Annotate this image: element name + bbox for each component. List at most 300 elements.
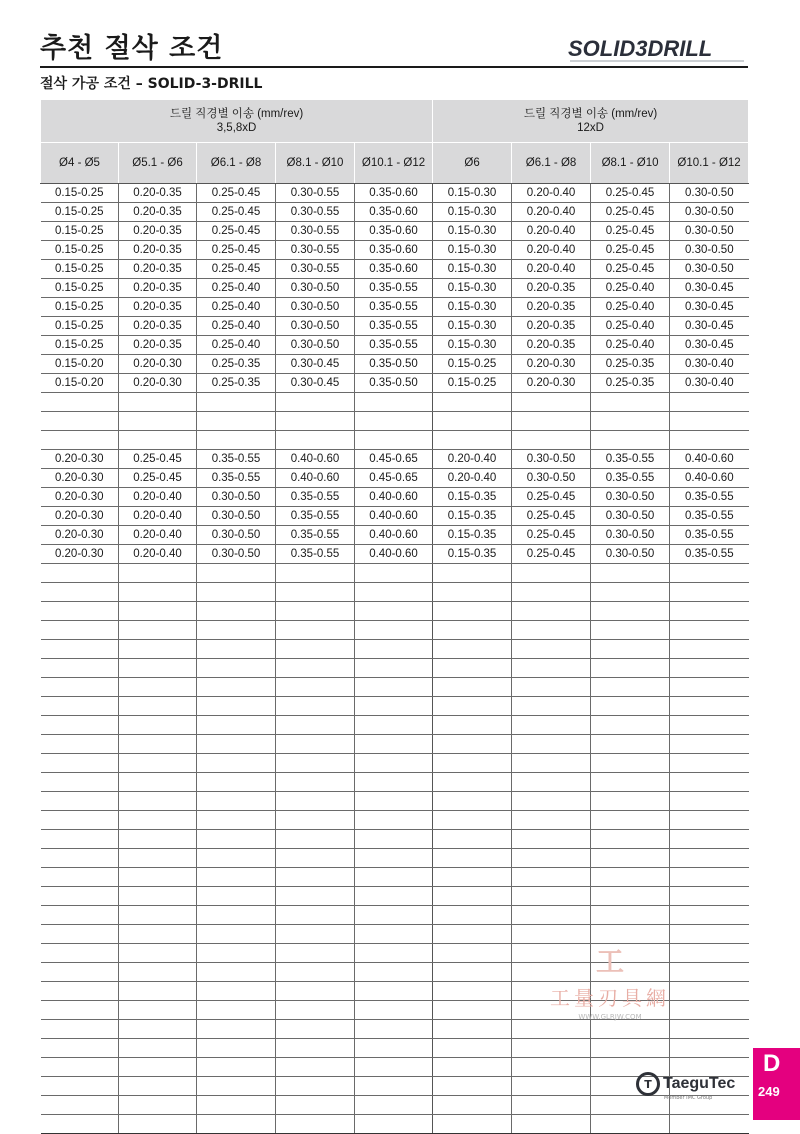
table-row bbox=[41, 811, 749, 830]
table-cell: 0.25-0.40 bbox=[591, 317, 670, 336]
table-cell bbox=[355, 1020, 433, 1039]
table-cell bbox=[119, 773, 197, 792]
table-cell bbox=[119, 564, 197, 583]
table-cell bbox=[433, 773, 512, 792]
group-header-right bbox=[433, 100, 749, 143]
table-cell: 0.25-0.45 bbox=[591, 222, 670, 241]
table-row bbox=[41, 773, 749, 792]
table-cell bbox=[355, 1001, 433, 1020]
table-cell bbox=[119, 393, 197, 412]
table-cell bbox=[276, 887, 355, 906]
table-cell bbox=[591, 906, 670, 925]
page-title: 추천 절삭 조건 bbox=[40, 33, 224, 64]
table-cell: 0.35-0.55 bbox=[197, 450, 276, 469]
table-cell bbox=[355, 906, 433, 925]
table-cell bbox=[433, 1001, 512, 1020]
table-cell bbox=[591, 830, 670, 849]
table-cell: 0.15-0.25 bbox=[41, 317, 119, 336]
section-tab bbox=[753, 1048, 800, 1120]
table-cell bbox=[119, 1058, 197, 1077]
table-cell bbox=[119, 602, 197, 621]
table-cell bbox=[591, 659, 670, 678]
table-cell bbox=[197, 773, 276, 792]
table-cell: 0.15-0.30 bbox=[433, 298, 512, 317]
table-cell: 0.25-0.35 bbox=[591, 355, 670, 374]
table-cell bbox=[670, 697, 749, 716]
table-cell bbox=[197, 735, 276, 754]
table-cell: 0.15-0.35 bbox=[433, 545, 512, 564]
table-cell bbox=[433, 678, 512, 697]
table-cell bbox=[119, 431, 197, 450]
table-row bbox=[41, 659, 749, 678]
table-cell bbox=[670, 735, 749, 754]
table-cell: 0.15-0.30 bbox=[433, 260, 512, 279]
table-cell bbox=[512, 678, 591, 697]
watermark-url: WWW.GLRJW.COM bbox=[578, 1013, 642, 1021]
table-row bbox=[41, 602, 749, 621]
table-cell bbox=[591, 1020, 670, 1039]
table-cell bbox=[355, 716, 433, 735]
table-cell bbox=[276, 792, 355, 811]
table-cell bbox=[433, 1096, 512, 1115]
table-cell bbox=[119, 849, 197, 868]
table-cell bbox=[355, 754, 433, 773]
table-cell: 0.20-0.40 bbox=[512, 241, 591, 260]
table-cell bbox=[119, 621, 197, 640]
table-cell bbox=[276, 1001, 355, 1020]
table-cell bbox=[197, 925, 276, 944]
table-cell bbox=[276, 982, 355, 1001]
table-cell bbox=[41, 1001, 119, 1020]
table-cell bbox=[512, 773, 591, 792]
table-cell: 0.20-0.35 bbox=[119, 241, 197, 260]
table-cell bbox=[197, 1096, 276, 1115]
table-row bbox=[41, 735, 749, 754]
page-number: 249 bbox=[758, 1084, 780, 1099]
table-cell bbox=[355, 678, 433, 697]
table-cell bbox=[512, 393, 591, 412]
table-row bbox=[41, 184, 749, 203]
table-cell bbox=[433, 640, 512, 659]
table-cell bbox=[670, 868, 749, 887]
table-cell bbox=[119, 754, 197, 773]
table-cell bbox=[197, 1039, 276, 1058]
table-cell: 0.20-0.35 bbox=[119, 336, 197, 355]
group-header-left-line2: 3,5,8xD bbox=[216, 122, 257, 134]
table-cell bbox=[276, 868, 355, 887]
table-cell bbox=[276, 811, 355, 830]
table-cell bbox=[512, 659, 591, 678]
table-cell bbox=[119, 1096, 197, 1115]
table-cell bbox=[670, 716, 749, 735]
table-cell: 0.25-0.45 bbox=[119, 450, 197, 469]
table-cell: 0.30-0.55 bbox=[276, 222, 355, 241]
table-cell bbox=[276, 1020, 355, 1039]
table-cell bbox=[276, 735, 355, 754]
table-cell: 0.25-0.45 bbox=[591, 203, 670, 222]
table-cell bbox=[119, 982, 197, 1001]
table-cell: 0.15-0.30 bbox=[433, 184, 512, 203]
table-cell bbox=[119, 925, 197, 944]
table-cell: 0.30-0.50 bbox=[591, 507, 670, 526]
table-cell bbox=[41, 735, 119, 754]
table-cell: 0.15-0.35 bbox=[433, 488, 512, 507]
table-cell bbox=[197, 412, 276, 431]
table-cell bbox=[512, 849, 591, 868]
table-cell: 0.15-0.35 bbox=[433, 526, 512, 545]
table-cell bbox=[433, 963, 512, 982]
table-cell: 0.20-0.35 bbox=[512, 279, 591, 298]
table-cell bbox=[512, 697, 591, 716]
table-cell bbox=[197, 792, 276, 811]
table-cell bbox=[433, 393, 512, 412]
table-cell bbox=[355, 735, 433, 754]
group-header-row bbox=[41, 100, 749, 143]
table-cell bbox=[276, 678, 355, 697]
table-cell: 0.20-0.30 bbox=[41, 545, 119, 564]
table-cell: 0.30-0.50 bbox=[591, 488, 670, 507]
column-header: Ø6.1 - Ø8 bbox=[197, 143, 276, 184]
table-cell: 0.30-0.50 bbox=[512, 450, 591, 469]
table-cell bbox=[41, 906, 119, 925]
table-cell bbox=[197, 602, 276, 621]
table-cell bbox=[41, 716, 119, 735]
table-cell bbox=[591, 811, 670, 830]
table-cell bbox=[512, 1039, 591, 1058]
table-row bbox=[41, 355, 749, 374]
table-cell bbox=[670, 602, 749, 621]
table-cell bbox=[355, 925, 433, 944]
table-cell bbox=[197, 716, 276, 735]
table-cell: 0.35-0.55 bbox=[591, 450, 670, 469]
table-cell bbox=[433, 659, 512, 678]
table-cell: 0.35-0.55 bbox=[276, 507, 355, 526]
group-header-right-line1: 드릴 직경별 이송 (mm/rev) bbox=[523, 108, 658, 120]
table-cell: 0.30-0.50 bbox=[276, 279, 355, 298]
table-cell bbox=[41, 849, 119, 868]
table-cell: 0.30-0.40 bbox=[670, 355, 749, 374]
table-cell: 0.20-0.30 bbox=[41, 450, 119, 469]
table-cell: 0.30-0.50 bbox=[197, 488, 276, 507]
table-cell: 0.30-0.50 bbox=[276, 336, 355, 355]
table-cell: 0.35-0.55 bbox=[670, 507, 749, 526]
table-cell bbox=[276, 849, 355, 868]
table-cell bbox=[355, 602, 433, 621]
table-cell: 0.25-0.45 bbox=[197, 222, 276, 241]
table-cell bbox=[355, 564, 433, 583]
table-cell bbox=[591, 716, 670, 735]
table-cell bbox=[512, 716, 591, 735]
table-cell bbox=[512, 811, 591, 830]
table-row bbox=[41, 640, 749, 659]
table-cell: 0.30-0.50 bbox=[197, 526, 276, 545]
table-cell bbox=[276, 773, 355, 792]
table-cell: 0.20-0.40 bbox=[119, 488, 197, 507]
table-cell: 0.20-0.30 bbox=[41, 469, 119, 488]
table-row bbox=[41, 469, 749, 488]
table-cell bbox=[41, 944, 119, 963]
table-row bbox=[41, 241, 749, 260]
table-cell bbox=[197, 887, 276, 906]
table-cell: 0.35-0.55 bbox=[355, 279, 433, 298]
table-cell bbox=[591, 583, 670, 602]
table-row bbox=[41, 849, 749, 868]
table-row bbox=[41, 431, 749, 450]
table-cell: 0.30-0.45 bbox=[670, 279, 749, 298]
table-row bbox=[41, 488, 749, 507]
table-cell: 0.30-0.50 bbox=[591, 545, 670, 564]
table-cell bbox=[276, 963, 355, 982]
table-cell bbox=[433, 754, 512, 773]
table-cell bbox=[197, 697, 276, 716]
table-cell bbox=[670, 621, 749, 640]
table-cell: 0.35-0.55 bbox=[276, 545, 355, 564]
table-cell: 0.35-0.60 bbox=[355, 241, 433, 260]
table-cell bbox=[119, 678, 197, 697]
table-cell: 0.30-0.40 bbox=[670, 374, 749, 393]
table-cell: 0.20-0.30 bbox=[512, 374, 591, 393]
table-cell: 0.20-0.35 bbox=[119, 222, 197, 241]
table-cell bbox=[276, 754, 355, 773]
table-cell bbox=[197, 1115, 276, 1134]
watermark-mark: 工 bbox=[595, 945, 624, 978]
table-cell bbox=[433, 792, 512, 811]
table-cell: 0.30-0.55 bbox=[276, 203, 355, 222]
table-cell bbox=[41, 621, 119, 640]
table-cell: 0.15-0.25 bbox=[433, 374, 512, 393]
table-cell bbox=[119, 792, 197, 811]
table-row bbox=[41, 374, 749, 393]
table-cell bbox=[197, 982, 276, 1001]
table-cell: 0.40-0.60 bbox=[355, 526, 433, 545]
column-header: Ø10.1 - Ø12 bbox=[670, 143, 749, 184]
table-cell bbox=[433, 1058, 512, 1077]
table-cell: 0.30-0.55 bbox=[276, 260, 355, 279]
table-cell: 0.20-0.40 bbox=[512, 203, 591, 222]
table-row bbox=[41, 393, 749, 412]
table-cell bbox=[512, 792, 591, 811]
table-cell bbox=[512, 887, 591, 906]
table-cell bbox=[355, 1039, 433, 1058]
table-row bbox=[41, 564, 749, 583]
table-cell bbox=[276, 925, 355, 944]
table-cell bbox=[670, 659, 749, 678]
table-cell bbox=[41, 925, 119, 944]
table-cell: 0.30-0.50 bbox=[670, 203, 749, 222]
table-cell: 0.40-0.60 bbox=[670, 469, 749, 488]
table-cell: 0.30-0.50 bbox=[512, 469, 591, 488]
table-row bbox=[41, 792, 749, 811]
table-cell bbox=[119, 412, 197, 431]
table-cell bbox=[355, 811, 433, 830]
table-cell: 0.20-0.35 bbox=[512, 317, 591, 336]
table-cell bbox=[670, 431, 749, 450]
table-cell bbox=[591, 1039, 670, 1058]
table-cell bbox=[512, 906, 591, 925]
table-cell bbox=[512, 754, 591, 773]
table-cell bbox=[670, 393, 749, 412]
table-row bbox=[41, 583, 749, 602]
table-cell bbox=[355, 393, 433, 412]
table-cell bbox=[433, 602, 512, 621]
table-cell bbox=[433, 716, 512, 735]
table-cell bbox=[41, 659, 119, 678]
table-cell bbox=[276, 716, 355, 735]
table-cell: 0.20-0.40 bbox=[433, 450, 512, 469]
table-cell: 0.20-0.40 bbox=[119, 507, 197, 526]
table-cell bbox=[41, 811, 119, 830]
table-cell bbox=[355, 412, 433, 431]
table-cell bbox=[197, 583, 276, 602]
table-cell: 0.25-0.45 bbox=[512, 526, 591, 545]
table-cell: 0.25-0.40 bbox=[197, 279, 276, 298]
table-cell bbox=[670, 1020, 749, 1039]
table-cell bbox=[41, 640, 119, 659]
table-cell bbox=[197, 640, 276, 659]
table-cell: 0.30-0.55 bbox=[276, 184, 355, 203]
table-row bbox=[41, 450, 749, 469]
table-cell bbox=[670, 583, 749, 602]
table-row bbox=[41, 697, 749, 716]
table-cell bbox=[119, 583, 197, 602]
table-cell bbox=[433, 887, 512, 906]
table-cell: 0.30-0.50 bbox=[197, 507, 276, 526]
table-cell bbox=[670, 792, 749, 811]
table-cell bbox=[197, 1020, 276, 1039]
table-cell: 0.25-0.45 bbox=[512, 488, 591, 507]
table-cell bbox=[119, 944, 197, 963]
table-cell bbox=[276, 697, 355, 716]
column-header: Ø10.1 - Ø12 bbox=[355, 143, 433, 184]
table-cell bbox=[41, 792, 119, 811]
table-row bbox=[41, 868, 749, 887]
table-cell bbox=[670, 811, 749, 830]
table-cell: 0.25-0.45 bbox=[197, 203, 276, 222]
table-cell bbox=[433, 621, 512, 640]
table-cell bbox=[41, 412, 119, 431]
table-cell: 0.25-0.45 bbox=[197, 260, 276, 279]
table-cell: 0.15-0.20 bbox=[41, 355, 119, 374]
table-cell bbox=[670, 906, 749, 925]
table-cell: 0.25-0.45 bbox=[512, 507, 591, 526]
table-cell bbox=[197, 621, 276, 640]
table-cell: 0.35-0.60 bbox=[355, 260, 433, 279]
table-cell bbox=[41, 1020, 119, 1039]
table-cell bbox=[591, 849, 670, 868]
table-cell bbox=[41, 830, 119, 849]
table-cell: 0.30-0.50 bbox=[670, 184, 749, 203]
table-cell bbox=[119, 1020, 197, 1039]
table-cell bbox=[276, 1039, 355, 1058]
table-cell bbox=[276, 564, 355, 583]
table-cell bbox=[670, 830, 749, 849]
table-cell bbox=[197, 678, 276, 697]
table-cell bbox=[433, 849, 512, 868]
table-cell: 0.40-0.60 bbox=[355, 488, 433, 507]
table-cell: 0.15-0.25 bbox=[433, 355, 512, 374]
table-cell: 0.40-0.60 bbox=[355, 545, 433, 564]
table-row bbox=[41, 621, 749, 640]
table-cell bbox=[433, 868, 512, 887]
table-cell: 0.15-0.25 bbox=[41, 336, 119, 355]
table-cell bbox=[276, 830, 355, 849]
column-header: Ø8.1 - Ø10 bbox=[591, 143, 670, 184]
table-cell: 0.30-0.45 bbox=[670, 317, 749, 336]
table-cell bbox=[119, 716, 197, 735]
table-cell: 0.35-0.55 bbox=[355, 298, 433, 317]
table-cell: 0.20-0.35 bbox=[512, 336, 591, 355]
table-cell: 0.20-0.30 bbox=[512, 355, 591, 374]
table-cell: 0.20-0.40 bbox=[512, 184, 591, 203]
table-cell bbox=[355, 621, 433, 640]
table-cell bbox=[41, 583, 119, 602]
column-header: Ø8.1 - Ø10 bbox=[276, 143, 355, 184]
table-row bbox=[41, 507, 749, 526]
table-row bbox=[41, 545, 749, 564]
table-cell: 0.15-0.25 bbox=[41, 260, 119, 279]
table-cell: 0.15-0.25 bbox=[41, 241, 119, 260]
table-cell bbox=[433, 1020, 512, 1039]
table-cell: 0.15-0.30 bbox=[433, 222, 512, 241]
table-cell bbox=[119, 830, 197, 849]
table-cell bbox=[197, 811, 276, 830]
table-cell bbox=[197, 963, 276, 982]
table-cell bbox=[355, 773, 433, 792]
table-cell: 0.15-0.30 bbox=[433, 317, 512, 336]
table-cell: 0.35-0.55 bbox=[670, 545, 749, 564]
table-cell: 0.15-0.30 bbox=[433, 203, 512, 222]
group-header-left bbox=[41, 100, 433, 143]
table-row bbox=[41, 279, 749, 298]
brand-text: SOLID3DRILL bbox=[568, 36, 713, 61]
table-cell: 0.30-0.50 bbox=[591, 526, 670, 545]
table-cell bbox=[197, 393, 276, 412]
watermark bbox=[535, 940, 685, 1021]
column-header: Ø5.1 - Ø6 bbox=[119, 143, 197, 184]
table-cell: 0.25-0.45 bbox=[197, 241, 276, 260]
table-cell bbox=[512, 621, 591, 640]
table-cell bbox=[433, 925, 512, 944]
table-cell bbox=[355, 640, 433, 659]
table-cell bbox=[355, 963, 433, 982]
table-cell bbox=[41, 754, 119, 773]
table-row bbox=[41, 1096, 749, 1115]
table-cell: 0.20-0.35 bbox=[119, 298, 197, 317]
table-cell bbox=[355, 431, 433, 450]
table-cell bbox=[512, 564, 591, 583]
column-header: Ø6 bbox=[433, 143, 512, 184]
table-cell bbox=[433, 944, 512, 963]
table-cell bbox=[670, 564, 749, 583]
table-cell: 0.20-0.35 bbox=[119, 184, 197, 203]
table-cell: 0.35-0.55 bbox=[591, 469, 670, 488]
table-cell bbox=[41, 887, 119, 906]
table-cell: 0.20-0.40 bbox=[433, 469, 512, 488]
table-cell: 0.25-0.45 bbox=[119, 469, 197, 488]
table-cell bbox=[670, 1039, 749, 1058]
table-cell bbox=[119, 735, 197, 754]
table-row bbox=[41, 1020, 749, 1039]
table-cell bbox=[355, 830, 433, 849]
table-cell: 0.25-0.40 bbox=[197, 336, 276, 355]
table-cell bbox=[197, 659, 276, 678]
table-cell bbox=[512, 830, 591, 849]
table-cell: 0.35-0.50 bbox=[355, 374, 433, 393]
table-cell: 0.35-0.55 bbox=[276, 488, 355, 507]
table-cell: 0.20-0.40 bbox=[119, 526, 197, 545]
table-cell: 0.30-0.50 bbox=[670, 241, 749, 260]
table-row bbox=[41, 1039, 749, 1058]
